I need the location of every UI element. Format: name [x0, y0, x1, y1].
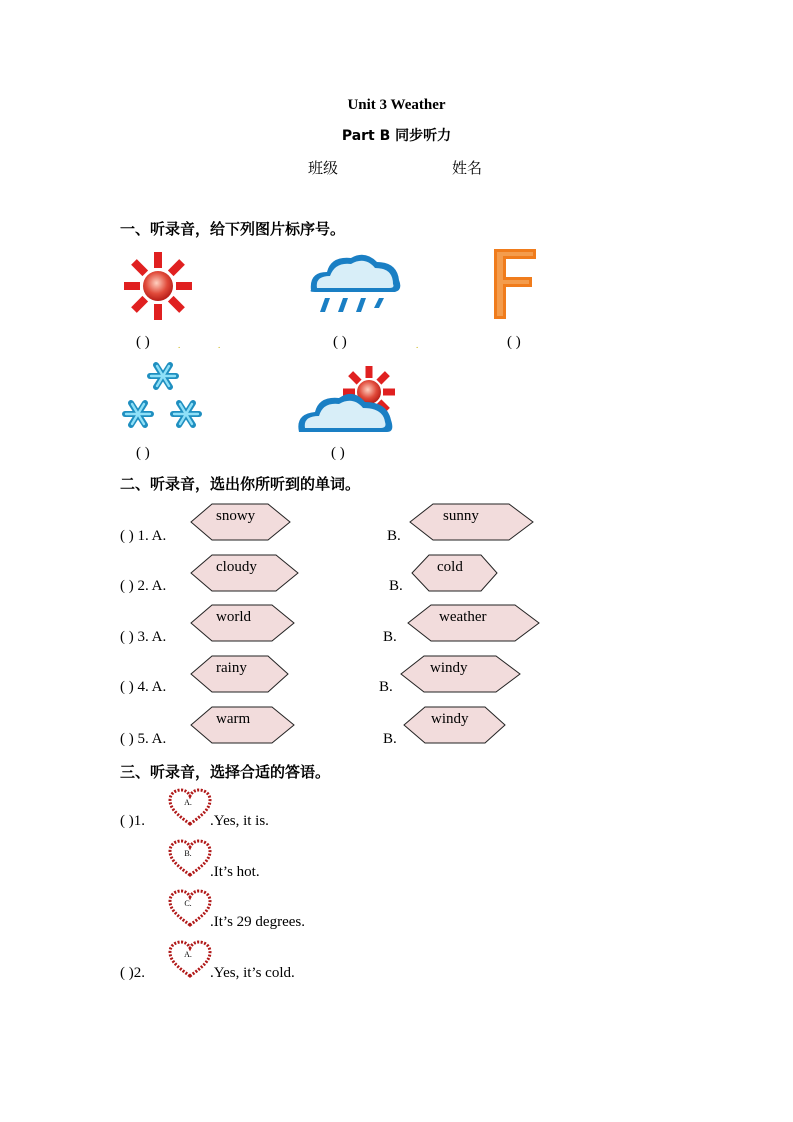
section-2-heading: 二、听录音，选出你所听到的单词。	[120, 475, 361, 493]
picture-5-answer[interactable]: ( )	[331, 445, 345, 461]
q2-b-label: B.	[389, 578, 403, 594]
q4-b-label: B.	[379, 679, 393, 695]
q3-1-prefix: ( )1.	[120, 813, 145, 829]
q4-option-b[interactable]: windy	[400, 655, 522, 693]
picture-2-answer[interactable]: ( )	[333, 334, 347, 350]
heart-q2-option-a-icon[interactable]: A.	[168, 940, 212, 980]
q5-prefix: ( ) 5. A.	[120, 731, 167, 747]
picture-3-answer[interactable]: ( )	[507, 334, 521, 350]
q1-b-label: B.	[387, 528, 401, 544]
q2-option-a[interactable]: cloudy	[190, 554, 300, 592]
q5-option-b[interactable]: windy	[403, 706, 507, 744]
q1-option-a[interactable]: snowy	[190, 503, 292, 541]
section-1-heading: 一、听录音，给下列图片标序号。	[120, 220, 346, 238]
picture-1-answer[interactable]: ( )	[136, 334, 150, 350]
q5-b-label: B.	[383, 731, 397, 747]
q1-option-b[interactable]: sunny	[409, 503, 535, 541]
q2-option-b[interactable]: cold	[411, 554, 499, 592]
q2-prefix: ( ) 2. A.	[120, 578, 167, 594]
snowflakes-icon	[120, 358, 206, 434]
page-title: Unit 3 Weather	[347, 97, 446, 113]
page-subtitle: Part B 同步听力	[341, 128, 452, 144]
fahrenheit-f-icon	[494, 249, 538, 321]
q3-2-prefix: ( )2.	[120, 965, 145, 981]
q3-b-label: B.	[383, 629, 397, 645]
heart-option-c-icon[interactable]: C.	[168, 889, 212, 929]
q3-option-b[interactable]: weather	[407, 604, 541, 642]
option-a-text: .Yes, it is.	[210, 813, 269, 829]
option-c-text: .It’s 29 degrees.	[210, 914, 305, 930]
rain-cloud-icon	[305, 250, 405, 320]
q3-option-a[interactable]: world	[190, 604, 296, 642]
heart-option-b-icon[interactable]: B.	[168, 839, 212, 879]
q4-option-a[interactable]: rainy	[190, 655, 290, 693]
heart-option-a-icon[interactable]: A.	[168, 788, 212, 828]
section-3-heading: 三、听录音，选择合适的答语。	[120, 763, 331, 781]
sun-behind-cloud-icon	[295, 362, 403, 436]
q3-prefix: ( ) 3. A.	[120, 629, 167, 645]
sun-icon	[122, 250, 194, 322]
name-label: 姓名	[452, 159, 483, 177]
option-b-text: .It’s hot.	[210, 864, 260, 880]
q2-option-a-text: .Yes, it’s cold.	[210, 965, 295, 981]
q4-prefix: ( ) 4. A.	[120, 679, 167, 695]
q1-prefix: ( ) 1. A.	[120, 528, 167, 544]
picture-4-answer[interactable]: ( )	[136, 445, 150, 461]
q5-option-a[interactable]: warm	[190, 706, 296, 744]
class-label: 班级	[308, 159, 339, 177]
